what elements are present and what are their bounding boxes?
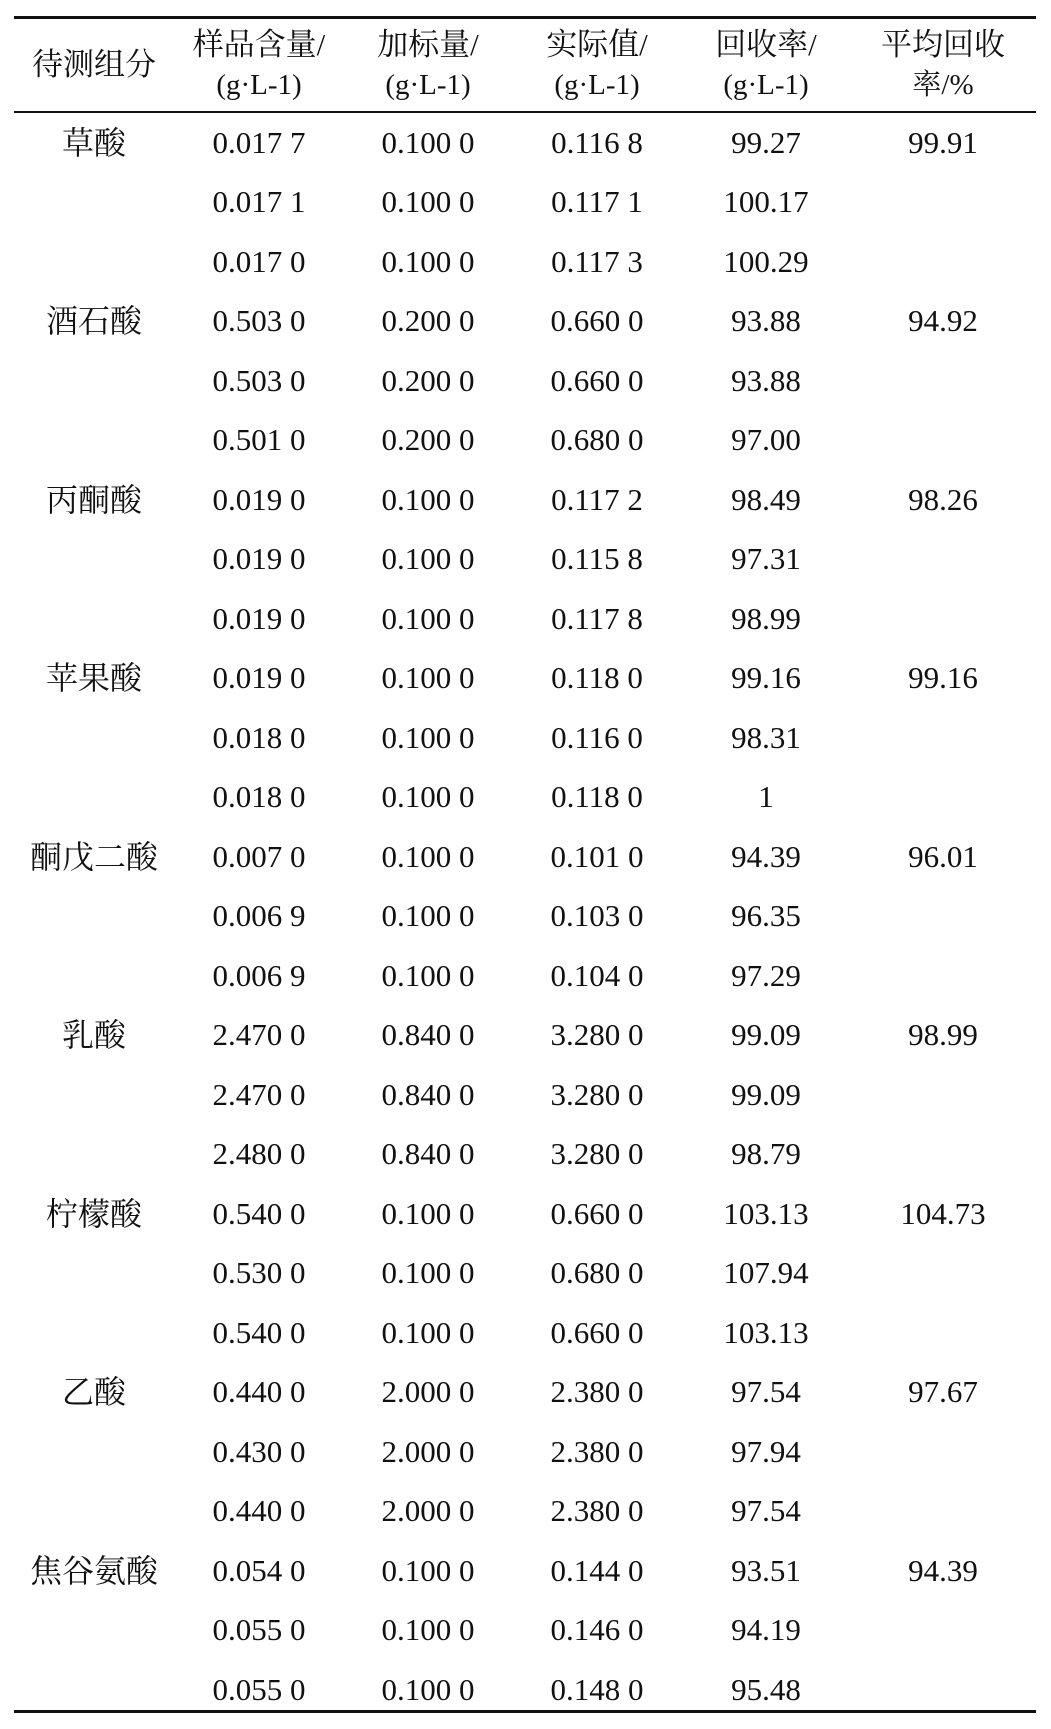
spike-amount-cell: 0.200 0 [381, 422, 475, 458]
actual-value-cell: 0.118 0 [551, 779, 643, 815]
actual-value-cell: 2.380 0 [550, 1374, 644, 1410]
recovery-cell: 96.35 [731, 898, 801, 934]
component-cell: 酒石酸 [45, 303, 142, 340]
recovery-cell: 98.49 [731, 481, 801, 517]
spike-amount-cell: 0.100 0 [381, 957, 475, 993]
table-body [14, 113, 1036, 1720]
actual-value-cell: 0.660 0 [550, 362, 644, 398]
recovery-cell: 94.19 [731, 1612, 801, 1648]
recovery-cell: 1 [758, 779, 774, 815]
average-recovery-cell: 104.73 [900, 1195, 986, 1231]
sample-content-cell: 0.055 0 [212, 1612, 306, 1648]
table-row [14, 1303, 1036, 1363]
sample-content-cell: 0.440 0 [212, 1374, 306, 1410]
table-row [14, 589, 1036, 649]
spike-amount-cell: 2.000 0 [381, 1374, 475, 1410]
table-header [14, 22, 1036, 108]
spike-amount-cell: 0.100 0 [381, 719, 475, 755]
recovery-cell: 98.99 [731, 600, 801, 636]
spike-amount-cell: 0.100 0 [381, 1612, 475, 1648]
average-recovery-cell: 99.16 [908, 660, 978, 696]
recovery-cell: 99.27 [731, 124, 801, 160]
actual-value-cell: 3.280 0 [550, 1076, 644, 1112]
actual-value-cell: 0.116 0 [551, 719, 643, 755]
spike-amount-cell: 0.100 0 [381, 898, 475, 934]
recovery-cell: 97.94 [731, 1433, 801, 1469]
recovery-cell: 97.29 [731, 957, 801, 993]
sample-content-cell: 0.017 0 [212, 243, 306, 279]
spike-amount-cell: 0.200 0 [381, 303, 475, 339]
header-component [14, 22, 174, 108]
table-row [14, 1601, 1036, 1661]
spike-amount-cell: 0.100 0 [381, 1671, 475, 1707]
header-sample-content-label: 样品含量/ [192, 27, 326, 62]
actual-value-cell: 0.680 0 [550, 1255, 644, 1291]
recovery-cell: 100.17 [723, 184, 809, 220]
recovery-cell: 95.48 [731, 1671, 801, 1707]
actual-value-cell: 0.117 1 [551, 184, 643, 220]
recovery-cell: 97.00 [731, 422, 801, 458]
table-row [14, 1065, 1036, 1125]
component-cell: 苹果酸 [45, 660, 142, 697]
spike-amount-cell: 0.100 0 [381, 1552, 475, 1588]
recovery-cell: 107.94 [723, 1255, 809, 1291]
actual-value-cell: 0.148 0 [550, 1671, 644, 1707]
actual-value-cell: 0.144 0 [550, 1552, 644, 1588]
table-row [14, 887, 1036, 947]
spike-amount-cell: 0.100 0 [381, 838, 475, 874]
average-recovery-cell: 94.39 [908, 1552, 978, 1588]
actual-value-cell: 0.660 0 [550, 303, 644, 339]
header-sample-content [174, 22, 344, 108]
component-cell: 酮戊二酸 [29, 838, 158, 875]
sample-content-cell: 0.018 0 [212, 719, 306, 755]
recovery-cell: 93.51 [731, 1552, 801, 1588]
recovery-cell: 97.54 [731, 1493, 801, 1529]
sample-content-cell: 0.006 9 [212, 898, 306, 934]
table-row [14, 1125, 1036, 1185]
table-row [14, 1363, 1036, 1423]
sample-content-cell: 0.540 0 [212, 1195, 306, 1231]
table-row [14, 1184, 1036, 1244]
spike-amount-cell: 0.100 0 [381, 1314, 475, 1350]
recovery-cell: 103.13 [723, 1195, 809, 1231]
spike-amount-cell: 0.100 0 [381, 124, 475, 160]
table-row [14, 1422, 1036, 1482]
sample-content-cell: 0.503 0 [212, 362, 306, 398]
header-average-recovery-unit: 率/% [912, 69, 974, 101]
spike-amount-cell: 0.100 0 [381, 779, 475, 815]
actual-value-cell: 0.118 0 [551, 660, 643, 696]
actual-value-cell: 0.146 0 [550, 1612, 644, 1648]
header-sample-content-unit: (g·L-1) [216, 69, 302, 101]
actual-value-cell: 0.117 8 [551, 600, 643, 636]
recovery-cell: 93.88 [731, 303, 801, 339]
spike-amount-cell: 0.100 0 [381, 1195, 475, 1231]
table-row [14, 351, 1036, 411]
spike-amount-cell: 0.100 0 [381, 243, 475, 279]
table-row [14, 113, 1036, 173]
actual-value-cell: 0.117 2 [551, 481, 643, 517]
recovery-cell: 100.29 [723, 243, 809, 279]
table-row [14, 649, 1036, 709]
header-component-label: 待测组分 [32, 47, 156, 82]
sample-content-cell: 0.007 0 [212, 838, 306, 874]
header-average-recovery-label: 平均回收 [881, 27, 1005, 62]
header-spike-amount [344, 22, 512, 108]
recovery-cell: 103.13 [723, 1314, 809, 1350]
sample-content-cell: 0.440 0 [212, 1493, 306, 1529]
actual-value-cell: 0.660 0 [550, 1195, 644, 1231]
actual-value-cell: 0.115 8 [551, 541, 643, 577]
table-row [14, 1006, 1036, 1066]
component-cell: 乳酸 [61, 1017, 126, 1054]
sample-content-cell: 0.017 7 [212, 124, 306, 160]
table-row [14, 768, 1036, 828]
sample-content-cell: 0.540 0 [212, 1314, 306, 1350]
header-recovery-unit: (g·L-1) [723, 69, 809, 101]
actual-value-cell: 0.103 0 [550, 898, 644, 934]
header-actual-value-unit: (g·L-1) [554, 69, 640, 101]
sample-content-cell: 0.430 0 [212, 1433, 306, 1469]
average-recovery-cell: 98.99 [908, 1017, 978, 1053]
average-recovery-cell: 98.26 [908, 481, 978, 517]
sample-content-cell: 0.055 0 [212, 1671, 306, 1707]
header-recovery-label: 回收率/ [715, 27, 817, 62]
recovery-cell: 98.79 [731, 1136, 801, 1172]
sample-content-cell: 0.017 1 [212, 184, 306, 220]
top-rule [14, 16, 1036, 19]
recovery-cell: 99.16 [731, 660, 801, 696]
sample-content-cell: 0.019 0 [212, 600, 306, 636]
table-row [14, 1244, 1036, 1304]
header-actual-value-label: 实际值/ [546, 27, 648, 62]
average-recovery-cell: 94.92 [908, 303, 978, 339]
component-cell: 草酸 [61, 124, 126, 161]
actual-value-cell: 0.104 0 [550, 957, 644, 993]
average-recovery-cell: 96.01 [908, 838, 978, 874]
sample-content-cell: 0.530 0 [212, 1255, 306, 1291]
table-row [14, 470, 1036, 530]
header-average-recovery [850, 22, 1036, 108]
sample-content-cell: 0.019 0 [212, 481, 306, 517]
recovery-cell: 99.09 [731, 1017, 801, 1053]
average-recovery-cell: 99.91 [908, 124, 978, 160]
header-spike-amount-unit: (g·L-1) [385, 69, 471, 101]
table-row [14, 232, 1036, 292]
recovery-cell: 98.31 [731, 719, 801, 755]
actual-value-cell: 0.660 0 [550, 1314, 644, 1350]
sample-content-cell: 0.018 0 [212, 779, 306, 815]
table-row [14, 292, 1036, 352]
component-cell: 焦谷氨酸 [29, 1552, 158, 1589]
table-row [14, 411, 1036, 471]
average-recovery-cell: 97.67 [908, 1374, 978, 1410]
actual-value-cell: 0.680 0 [550, 422, 644, 458]
component-cell: 柠檬酸 [45, 1195, 142, 1232]
component-cell: 乙酸 [61, 1374, 126, 1411]
recovery-cell: 93.88 [731, 362, 801, 398]
sample-content-cell: 2.470 0 [212, 1017, 306, 1053]
recovery-cell: 94.39 [731, 838, 801, 874]
spike-amount-cell: 2.000 0 [381, 1493, 475, 1529]
table-row [14, 827, 1036, 887]
spike-amount-cell: 0.100 0 [381, 600, 475, 636]
spike-amount-cell: 0.200 0 [381, 362, 475, 398]
actual-value-cell: 3.280 0 [550, 1017, 644, 1053]
actual-value-cell: 0.117 3 [551, 243, 643, 279]
spike-amount-cell: 0.840 0 [381, 1017, 475, 1053]
table-row [14, 1541, 1036, 1601]
sample-content-cell: 2.470 0 [212, 1076, 306, 1112]
spike-amount-cell: 2.000 0 [381, 1433, 475, 1469]
header-actual-value [512, 22, 682, 108]
table-row [14, 530, 1036, 590]
recovery-cell: 97.31 [731, 541, 801, 577]
header-recovery [682, 22, 850, 108]
recovery-cell: 97.54 [731, 1374, 801, 1410]
header-spike-amount-label: 加标量/ [377, 27, 479, 62]
actual-value-cell: 3.280 0 [550, 1136, 644, 1172]
spike-amount-cell: 0.100 0 [381, 184, 475, 220]
recovery-cell: 99.09 [731, 1076, 801, 1112]
sample-content-cell: 0.019 0 [212, 541, 306, 577]
sample-content-cell: 0.503 0 [212, 303, 306, 339]
actual-value-cell: 0.101 0 [550, 838, 644, 874]
spike-amount-cell: 0.100 0 [381, 1255, 475, 1291]
table-row [14, 173, 1036, 233]
actual-value-cell: 2.380 0 [550, 1493, 644, 1529]
spike-amount-cell: 0.100 0 [381, 541, 475, 577]
component-cell: 丙酮酸 [45, 481, 142, 518]
table-row [14, 946, 1036, 1006]
actual-value-cell: 0.116 8 [551, 124, 643, 160]
sample-content-cell: 0.019 0 [212, 660, 306, 696]
bottom-rule [14, 1710, 1036, 1713]
spike-amount-cell: 0.840 0 [381, 1076, 475, 1112]
actual-value-cell: 2.380 0 [550, 1433, 644, 1469]
spike-amount-cell: 0.100 0 [381, 481, 475, 517]
table-row [14, 708, 1036, 768]
sample-content-cell: 0.006 9 [212, 957, 306, 993]
spike-amount-cell: 0.100 0 [381, 660, 475, 696]
sample-content-cell: 0.501 0 [212, 422, 306, 458]
sample-content-cell: 0.054 0 [212, 1552, 306, 1588]
sample-content-cell: 2.480 0 [212, 1136, 306, 1172]
table-row [14, 1482, 1036, 1542]
spike-amount-cell: 0.840 0 [381, 1136, 475, 1172]
